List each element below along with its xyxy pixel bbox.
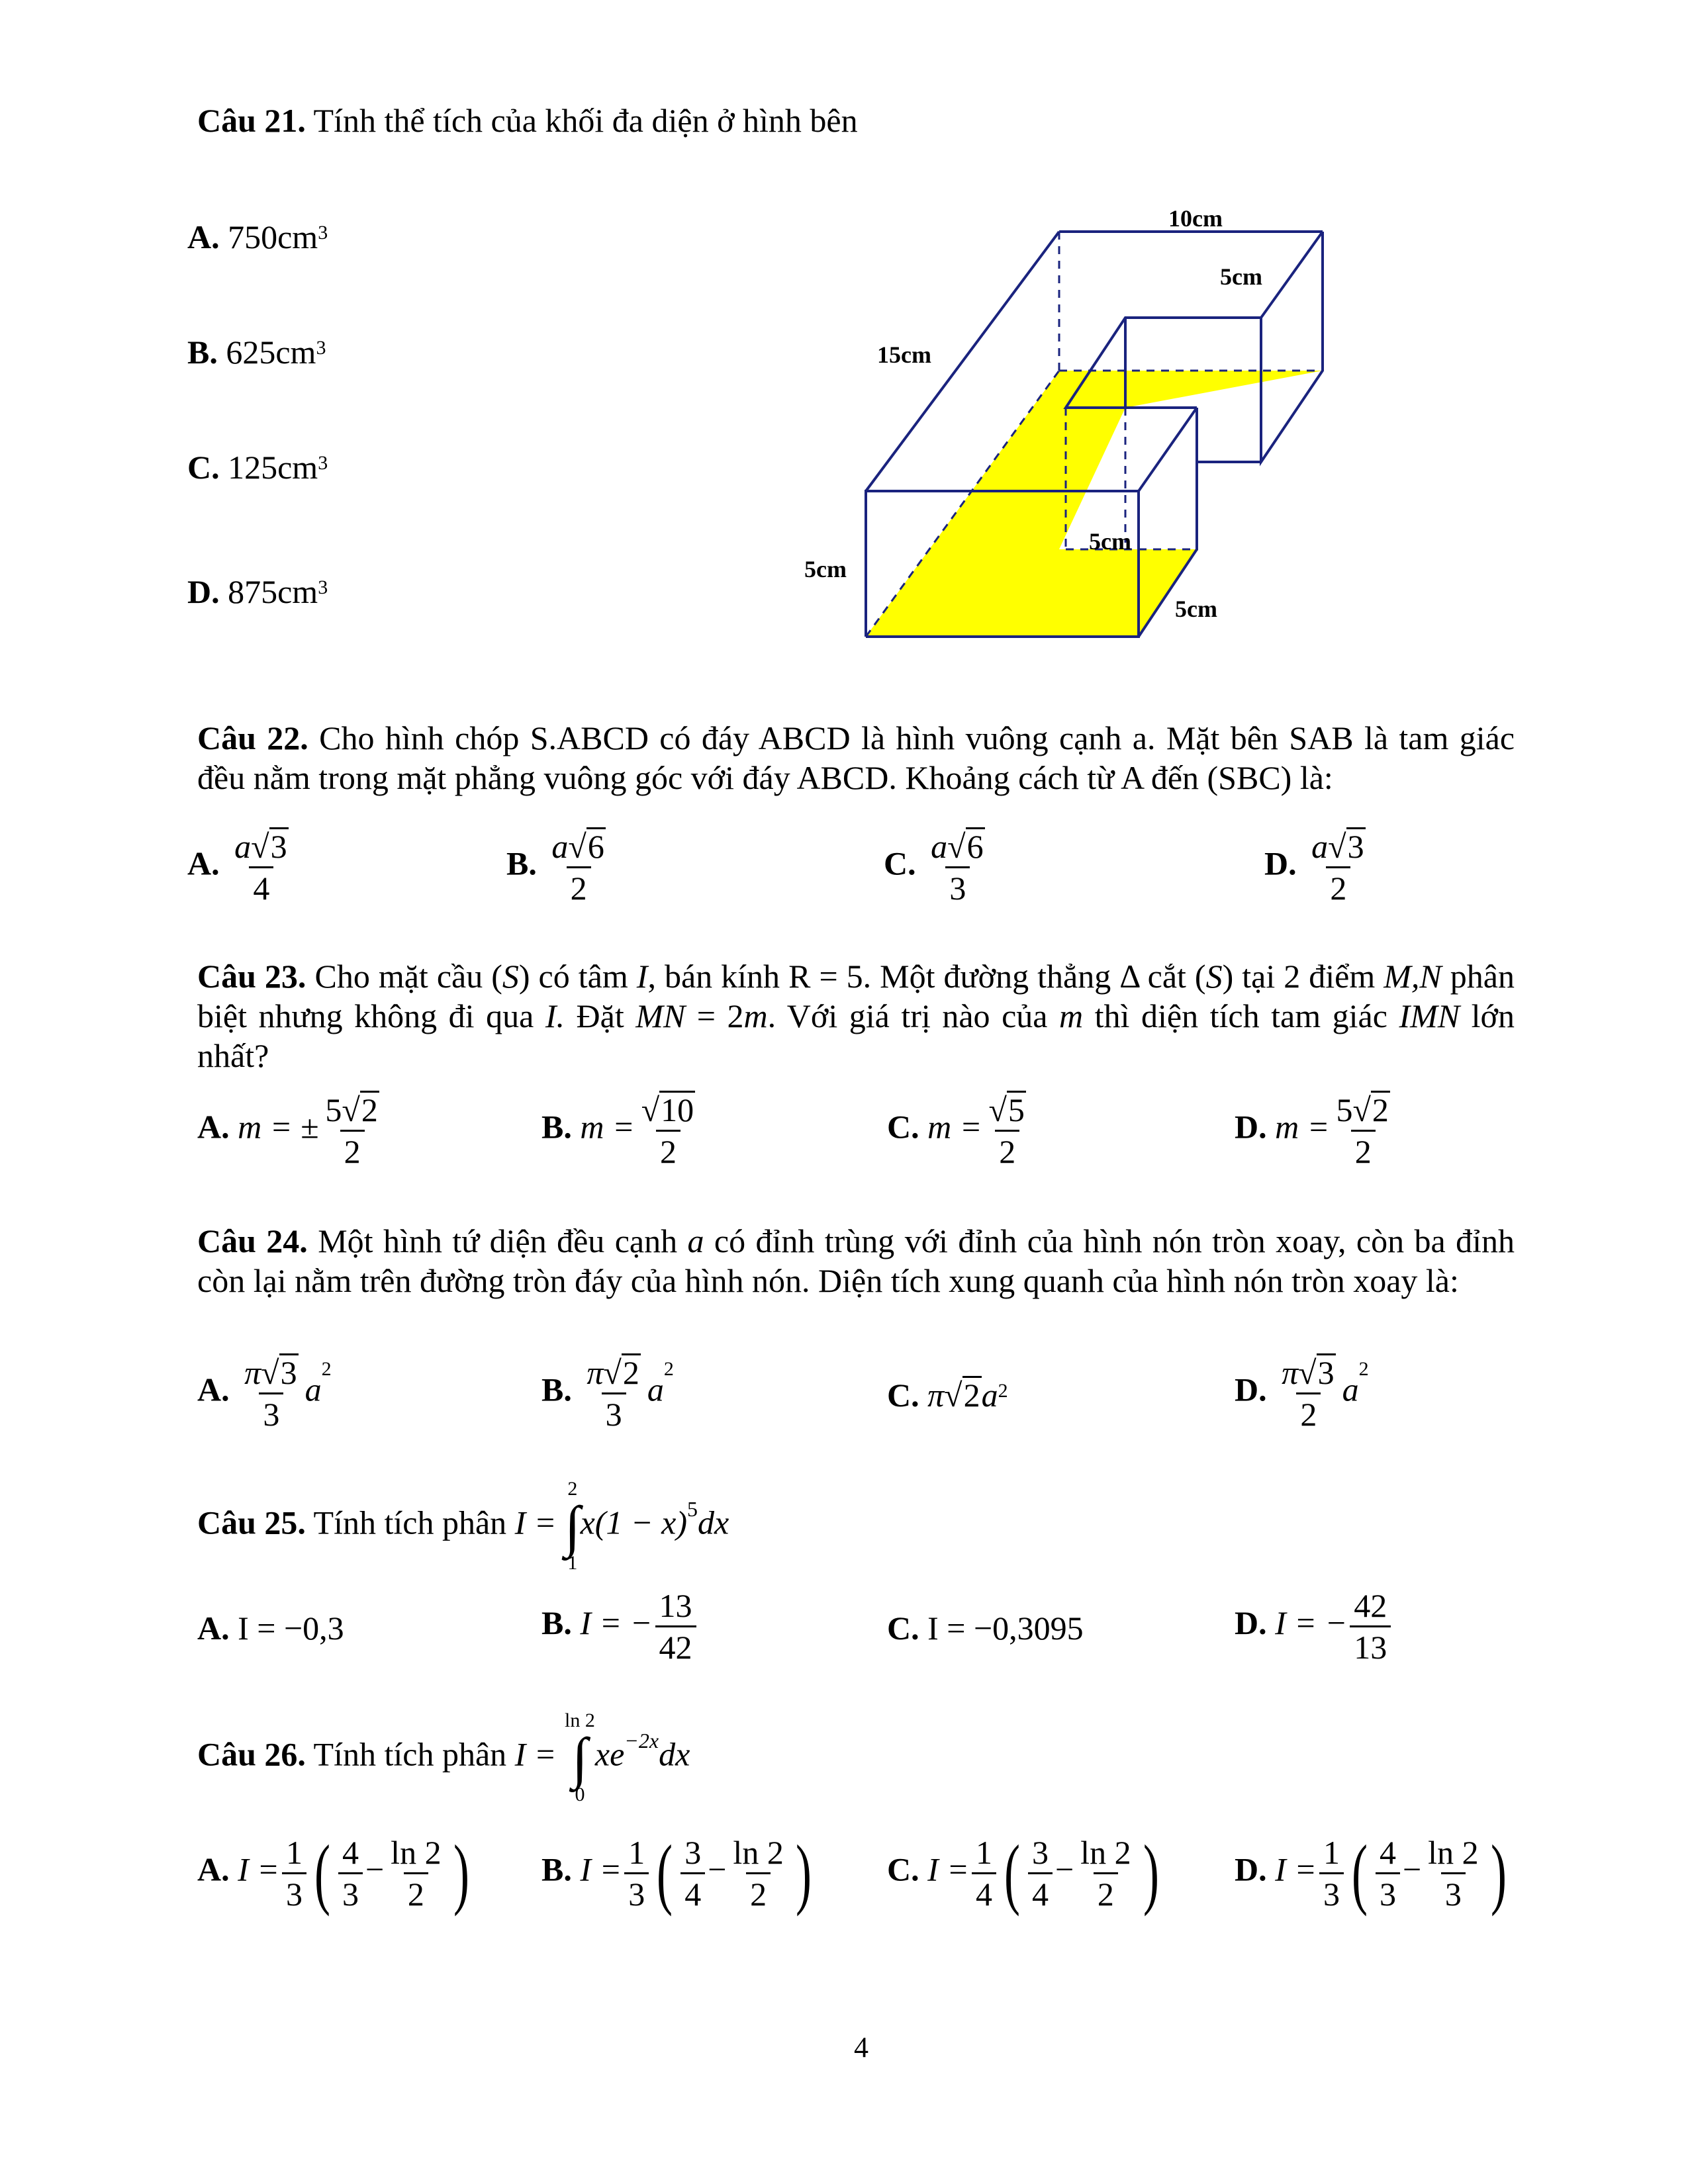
- q21-text: Tính thể tích của khối đa diện ở hình bên: [313, 102, 858, 139]
- option-fraction: $\frac{5√2}{2}$: [1336, 1091, 1389, 1170]
- label-5cm-left: 5cm: [804, 556, 847, 582]
- q22-option-d[interactable]: [1264, 827, 1372, 907]
- q21-option-c[interactable]: [187, 447, 328, 487]
- option-fraction: $\frac{13}{42}$: [655, 1587, 696, 1666]
- option-fraction: $\frac{42}{13}$: [1350, 1587, 1391, 1666]
- option-lhs: m =: [1275, 1108, 1330, 1146]
- q24-number: Câu 24.: [197, 1222, 308, 1259]
- option-label: A.: [187, 218, 220, 255]
- q23-option-c[interactable]: [887, 1091, 1033, 1170]
- integral-symbol: 2 ∫ 1: [565, 1478, 581, 1574]
- label-10cm: 10cm: [1168, 205, 1223, 232]
- q26-stem: Câu 26. Tính tích phân I = ln 2 ∫ 0 $xe^{-2x}dx$: [197, 1709, 690, 1805]
- option-fraction: $\frac{5√2}{2}$: [325, 1091, 378, 1170]
- q23-option-d[interactable]: [1235, 1091, 1397, 1170]
- option-value: 750cm: [228, 218, 318, 255]
- q21-number: Câu 21.: [197, 102, 306, 139]
- page-number: 4: [854, 2031, 868, 2064]
- option-lhs: m =: [927, 1108, 982, 1146]
- option-value: 125cm: [228, 449, 318, 486]
- option-lhs: m =: [580, 1108, 635, 1146]
- integral-symbol: ln 2 ∫ 0: [565, 1709, 595, 1805]
- option-exponent: 3: [318, 452, 328, 474]
- option-lhs: m = ±: [238, 1108, 319, 1146]
- q22-option-a[interactable]: [187, 827, 295, 907]
- option-label: C.: [887, 1108, 919, 1146]
- option-fraction: $\frac{a√3}{2}$: [1311, 828, 1364, 907]
- q24-option-d[interactable]: D. $\frac{\pi√3}{2}$ $a^2$: [1235, 1354, 1369, 1433]
- q22-number: Câu 22.: [197, 719, 308, 756]
- q25-text: Tính tích phân: [313, 1504, 507, 1541]
- q25-stem: Câu 25. Tính tích phân I = 2 ∫ 1 $x(1 - x)^5dx$: [197, 1478, 729, 1574]
- q24-stem: Câu 24. Một hình tứ diện đều cạnh a có đỉnh trùng với đỉnh của hình nón tròn xoay, còn ba đỉnh còn lại nằm trên đường tròn đáy của hình nón. Diện tích xung quanh của hình nón tròn xoay là:: [197, 1222, 1515, 1299]
- q26-option-c[interactable]: C. I = $\frac{1}{4}$ ( $\frac{3}{4}$ − $\frac{\ln 2}{2}$ ): [887, 1829, 1159, 1917]
- option-label: D.: [1235, 1850, 1267, 1888]
- q23-option-a[interactable]: [197, 1091, 386, 1170]
- label-5cm-inner: 5cm: [1089, 528, 1131, 555]
- option-label: B.: [541, 1604, 572, 1641]
- option-label: C.: [887, 1377, 919, 1414]
- integral-lhs: I =: [514, 1504, 557, 1541]
- option-fraction: $\frac{\pi√3}{2}$: [1282, 1354, 1335, 1433]
- option-label: B.: [506, 844, 537, 882]
- q24-option-c[interactable]: C. $\pi√2a^2$: [887, 1377, 1008, 1414]
- integrand: xe: [594, 1735, 625, 1773]
- q25-option-a[interactable]: [197, 1608, 344, 1648]
- label-5cm-bottom: 5cm: [1175, 596, 1217, 622]
- q23-stem: Câu 23. Cho mặt cầu (S) có tâm I, bán kính R = 5. Một đường thẳng Δ cắt (S) tại 2 điểm M,N phân biệt nhưng không đi qua I. Đặt MN = 2m. Với giá trị nào của m thì diện tích tam giác IMN lớn nhất?: [197, 958, 1515, 1074]
- integral-lhs: I =: [514, 1735, 557, 1773]
- option-label: D.: [1235, 1108, 1267, 1146]
- option-fraction: $\frac{a√6}{2}$: [551, 828, 604, 907]
- option-label: A.: [197, 1850, 230, 1888]
- option-label: D.: [187, 573, 220, 610]
- q22-text: Cho hình chóp S.ABCD có đáy ABCD là hình vuông cạnh a. Mặt bên SAB là tam giác đều nằm trong mặt phẳng vuông góc với đáy ABCD. Khoảng cách từ A đến (SBC) là:: [197, 719, 1515, 796]
- option-fraction: $\frac{\pi√2}{3}$: [586, 1354, 639, 1433]
- option-exponent: 3: [318, 576, 328, 598]
- q24-option-b[interactable]: B. $\frac{\pi√2}{3}$ $a^2$: [541, 1354, 674, 1433]
- q24-option-a[interactable]: A. $\frac{\pi√3}{3}$ $a^2$: [197, 1354, 332, 1433]
- q26-option-a[interactable]: A. I = $\frac{1}{3}$ ( $\frac{4}{3}$ − $\frac{\ln 2}{2}$ ): [197, 1829, 469, 1917]
- q22-stem: [197, 718, 1515, 797]
- q21-stem: [197, 101, 858, 140]
- q26-text: Tính tích phân: [313, 1735, 507, 1773]
- option-label: D.: [1235, 1604, 1267, 1641]
- label-15cm: 15cm: [877, 341, 931, 368]
- q23-option-b[interactable]: [541, 1091, 702, 1170]
- option-fraction: $\frac{\pi√3}{3}$: [244, 1354, 297, 1433]
- q22-option-c[interactable]: [884, 827, 992, 907]
- option-label: C.: [887, 1610, 919, 1647]
- q26-option-d[interactable]: D. I = $\frac{1}{3}$ ( $\frac{4}{3}$ − $\frac{\ln 2}{3}$ ): [1235, 1829, 1507, 1917]
- integrand: x(1 − x): [580, 1504, 688, 1541]
- option-label: D.: [1264, 844, 1297, 882]
- option-label: C.: [187, 449, 220, 486]
- q25-number: Câu 25.: [197, 1504, 306, 1541]
- option-value: 625cm: [226, 334, 316, 371]
- option-exponent: 3: [316, 337, 326, 359]
- polyhedron-figure: [761, 192, 1357, 655]
- option-label: B.: [187, 334, 218, 371]
- option-label: A.: [197, 1610, 230, 1647]
- q26-option-b[interactable]: B. I = $\frac{1}{3}$ ( $\frac{3}{4}$ − $\frac{\ln 2}{2}$ ): [541, 1829, 812, 1917]
- option-fraction: $\frac{√5}{2}$: [988, 1091, 1025, 1170]
- option-fraction: $\frac{√10}{2}$: [641, 1091, 694, 1170]
- q25-option-d[interactable]: D. I = − $\frac{42}{13}$: [1235, 1587, 1393, 1666]
- option-value: 875cm: [228, 573, 318, 610]
- option-expr: I = −0,3: [238, 1610, 344, 1647]
- q21-option-a[interactable]: [187, 217, 328, 257]
- yellow-base-face: [866, 371, 1323, 637]
- option-label: A.: [197, 1108, 230, 1146]
- q22-option-b[interactable]: [506, 827, 612, 907]
- option-fraction: $\frac{a√6}{3}$: [931, 828, 984, 907]
- option-label: A.: [187, 844, 220, 882]
- q21-option-d[interactable]: [187, 572, 328, 612]
- option-fraction: $\frac{a√3}{4}$: [234, 828, 287, 907]
- q23-number: Câu 23.: [197, 958, 306, 995]
- option-label: A.: [197, 1371, 230, 1408]
- q21-option-b[interactable]: [187, 332, 326, 372]
- q25-option-c[interactable]: [887, 1608, 1084, 1648]
- option-exponent: 3: [318, 222, 328, 244]
- option-label: C.: [887, 1850, 919, 1888]
- q26-number: Câu 26.: [197, 1735, 306, 1773]
- option-label: B.: [541, 1850, 572, 1888]
- option-label: B.: [541, 1371, 572, 1408]
- q25-option-b[interactable]: B. I = − $\frac{13}{42}$: [541, 1587, 699, 1666]
- option-label: C.: [884, 844, 916, 882]
- option-label: B.: [541, 1108, 572, 1146]
- option-expr: I = −0,3095: [927, 1610, 1084, 1647]
- label-5cm-top: 5cm: [1220, 263, 1262, 290]
- option-label: D.: [1235, 1371, 1267, 1408]
